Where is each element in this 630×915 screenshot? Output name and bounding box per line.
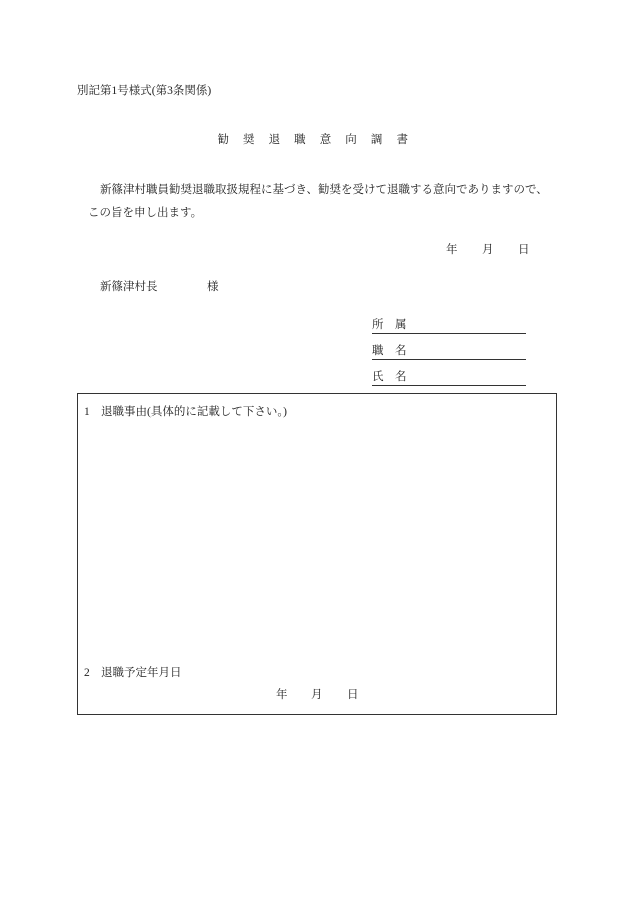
form-label: 別記第1号様式(第3条関係) — [77, 85, 212, 97]
body-line-1: 新篠津村職員勧奨退職取扱規程に基づき、勧奨を受けて退職する意向でありますので、 — [100, 184, 548, 196]
date-month: 月 — [482, 244, 494, 256]
name-label: 氏 名 — [372, 371, 407, 383]
date-day: 日 — [518, 244, 530, 256]
item1-text: 退職事由(具体的に記載して下さい。) — [101, 406, 287, 418]
body-line-2: この旨を申し出ます。 — [88, 207, 203, 219]
affiliation-field — [372, 318, 526, 334]
retire-date-month: 月 — [311, 689, 323, 701]
item2-text: 退職予定年月日 — [101, 667, 182, 679]
retire-date-day: 日 — [347, 689, 359, 701]
position-field — [372, 344, 526, 360]
item2-number: 2 — [84, 667, 90, 679]
addressee-name: 新篠津村長 — [100, 281, 158, 293]
name-field — [372, 370, 526, 386]
affiliation-label: 所 属 — [372, 319, 407, 331]
document-title: 勧 奨 退 職 意 向 調 書 — [217, 134, 413, 146]
retire-date-year: 年 — [276, 689, 288, 701]
item1-number: 1 — [84, 406, 90, 418]
date-year: 年 — [446, 244, 458, 256]
position-label: 職 名 — [372, 345, 407, 357]
details-box — [77, 393, 557, 715]
addressee-honorific: 様 — [207, 281, 219, 293]
